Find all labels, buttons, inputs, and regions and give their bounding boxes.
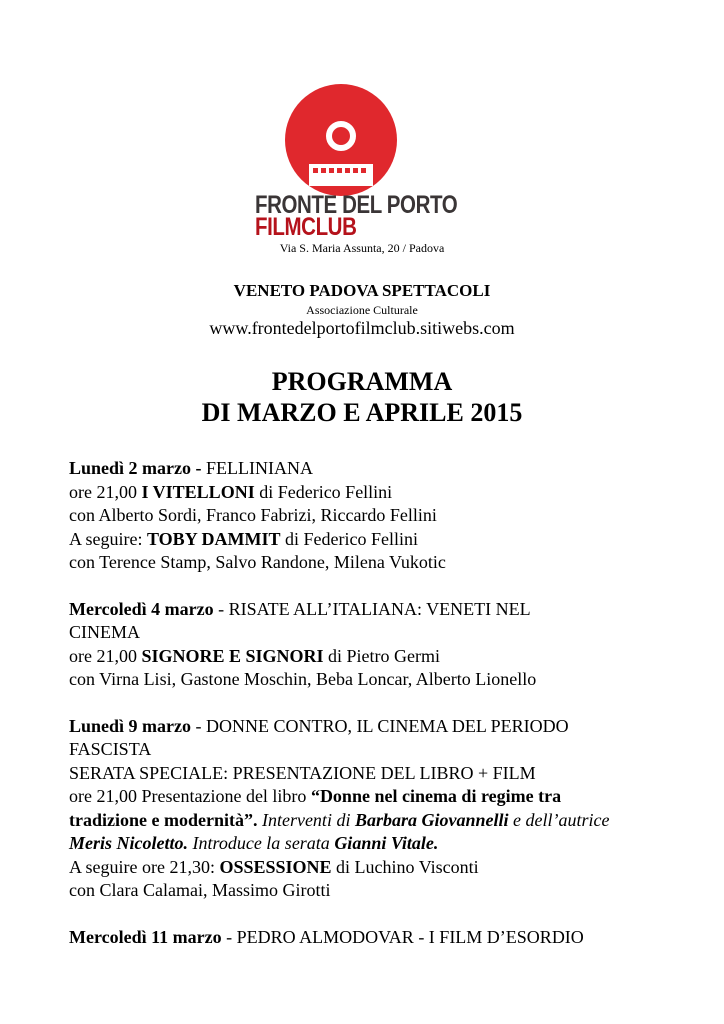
film-title: I VITELLONI [141,481,255,502]
event-item [69,926,669,950]
event-heading [69,926,669,950]
speakers-intro: e dell’autrice [508,809,610,830]
event-item [69,715,669,903]
film-cast: con Clara Calamai, Massimo Girotti [69,880,331,900]
film-title: TOBY DAMMIT [147,528,281,549]
club-address [0,241,724,256]
program-list [69,457,669,972]
org-name: VENETO PADOVA SPETTACOLI [233,281,491,300]
screening-line [69,481,669,505]
book-prefix: ore 21,00 Presentazione del libro [69,786,311,806]
event-heading [69,457,669,481]
page-title-line1: PROGRAMMA [271,367,453,396]
book-presentation [69,785,669,809]
event-date: Lunedì 9 marzo [69,715,192,736]
film-director: di Federico Fellini [254,481,393,502]
event-theme-cont: FASCISTA [69,739,152,759]
film-cast: con Alberto Sordi, Franco Fabrizi, Riccardo Fellini [69,505,437,525]
address-text: Via S. Maria Assunta, 20 / Padova [279,241,445,255]
speaker-name: Barbara Giovannelli [354,809,509,830]
event-theme: FELLINIANA [201,458,313,478]
screening-time: ore 21,00 [69,481,142,502]
film-title: SIGNORE E SIGNORI [141,645,324,666]
host-name: Gianni Vitale. [334,833,439,853]
event-theme: - DONNE CONTRO, IL CINEMA DEL PERIODO [191,715,569,736]
website-link[interactable]: www.frontedelportofilmclub.sitiwebs.com [209,318,515,338]
speakers-intro: Interventi di [257,809,355,830]
event-date: Mercoledì 4 marzo [69,598,214,619]
book-title: “Donne nel cinema di regime tra [310,786,562,806]
film-cast: con Virna Lisi, Gastone Moschin, Beba Loncar, Alberto Lionello [69,669,537,689]
event-item [69,457,669,575]
screening-prefix: A seguire: [69,528,147,549]
club-logo [255,84,470,244]
screening-time: ore 21,00 [69,645,142,666]
screening-line [69,856,669,880]
event-heading [69,598,669,622]
event-theme: - RISATE ALL’ITALIANA: VENETI NEL [213,598,531,619]
film-director: di Luchino Visconti [331,856,479,877]
speaker-name: Meris Nicoletto. [69,833,188,853]
film-cast: con Terence Stamp, Salvo Randone, Milena Vukotic [69,552,446,572]
page-title-line2: DI MARZO E APRILE 2015 [201,398,523,427]
brand-subtitle: FILMCLUB [255,213,357,241]
event-heading [69,715,669,739]
book-presentation-cont [69,809,669,833]
screening-prefix: A seguire ore 21,30: [69,856,220,877]
event-item [69,598,669,692]
event-theme: - PEDRO ALMODOVAR - I FILM D’ESORDIO [221,926,584,947]
screening-line [69,528,669,552]
event-date: Mercoledì 11 marzo [69,926,222,947]
event-theme-cont: CINEMA [69,622,140,642]
book-presentation-cont [69,832,669,856]
film-director: di Pietro Germi [323,645,441,666]
film-director: di Federico Fellini [280,528,418,549]
brand-name: FRONTE DEL PORTO [255,191,458,219]
special-note: SERATA SPECIALE: PRESENTAZIONE DEL LIBRO + FILM [69,762,536,783]
host-intro: Introduce la serata [188,833,335,853]
screening-line [69,645,669,669]
org-type: Associazione Culturale [306,303,418,317]
event-date: Lunedì 2 marzo - [69,458,202,478]
book-title-cont: tradizione e modernità”. [69,809,258,830]
film-title: OSSESSIONE [219,856,332,877]
